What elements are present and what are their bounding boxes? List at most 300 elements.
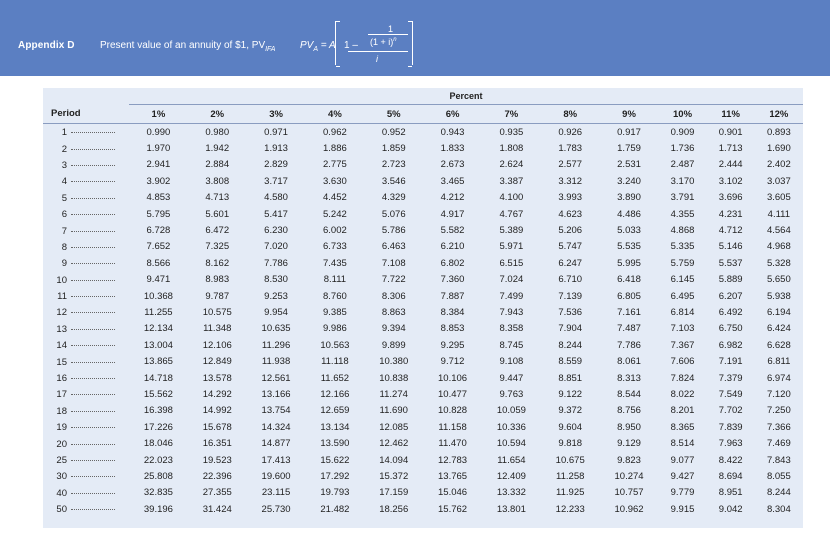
value-cell: 6.982 bbox=[718, 339, 743, 351]
table-row bbox=[43, 304, 803, 320]
value-cell: 10.477 bbox=[438, 388, 468, 400]
period-number: 5 bbox=[61, 192, 67, 204]
value-cell: 1.942 bbox=[205, 143, 230, 155]
value-cell: 7.366 bbox=[766, 421, 791, 433]
period-column-header: Period bbox=[43, 105, 129, 124]
table-row bbox=[43, 452, 803, 468]
value-cell: 9.253 bbox=[264, 290, 288, 302]
period-cell bbox=[43, 140, 129, 156]
appendix-banner bbox=[0, 0, 830, 76]
value-cell: 11.274 bbox=[379, 388, 408, 400]
period-cell bbox=[43, 485, 129, 501]
value-cell: 3.037 bbox=[766, 175, 791, 187]
table-row bbox=[43, 206, 803, 222]
value-cell: 12.659 bbox=[320, 405, 350, 417]
value-cell: 6.247 bbox=[558, 257, 583, 269]
period-number: 7 bbox=[61, 225, 67, 237]
formula-lhs-rest: = A bbox=[320, 40, 336, 51]
annuity-formula bbox=[300, 17, 430, 69]
period-cell bbox=[43, 468, 129, 484]
value-cell: 15.762 bbox=[438, 503, 468, 515]
value-cell: 15.562 bbox=[143, 388, 173, 400]
value-cell: 9.385 bbox=[323, 306, 347, 318]
value-cell: 13.166 bbox=[261, 388, 291, 400]
table-row bbox=[43, 501, 803, 517]
value-cell: 15.622 bbox=[320, 454, 350, 466]
value-cell: 0.935 bbox=[499, 126, 524, 138]
value-cell: 8.244 bbox=[766, 487, 791, 499]
leader-dots bbox=[71, 487, 115, 494]
leader-dots bbox=[71, 339, 115, 346]
value-cell: 7.139 bbox=[558, 290, 583, 302]
table-row bbox=[43, 485, 803, 501]
leader-dots bbox=[71, 470, 115, 477]
value-cell: 1.808 bbox=[499, 143, 524, 155]
period-cell bbox=[43, 419, 129, 435]
appendix-title-text: Present value of an annuity of $1, PV bbox=[100, 40, 266, 51]
value-cell: 9.122 bbox=[558, 388, 583, 400]
value-cell: 8.061 bbox=[617, 356, 641, 368]
formula-inner-fraction-bar bbox=[368, 34, 408, 35]
value-cell: 3.630 bbox=[323, 175, 347, 187]
value-cell: 2.531 bbox=[617, 159, 641, 171]
value-cell: 0.917 bbox=[617, 126, 641, 138]
value-cell: 8.358 bbox=[499, 323, 524, 335]
value-cell: 12.106 bbox=[202, 339, 232, 351]
leader-dots bbox=[71, 454, 115, 461]
table-row bbox=[43, 272, 803, 288]
period-cell bbox=[43, 337, 129, 353]
period-cell bbox=[43, 321, 129, 337]
value-cell: 17.292 bbox=[320, 470, 350, 482]
value-cell: 10.106 bbox=[438, 372, 468, 384]
value-cell: 11.690 bbox=[379, 405, 408, 417]
value-cell: 3.465 bbox=[440, 175, 465, 187]
table-row bbox=[43, 353, 803, 369]
table-row bbox=[43, 124, 803, 141]
value-cell: 5.389 bbox=[499, 225, 524, 237]
period-number: 16 bbox=[56, 373, 67, 385]
value-cell: 13.590 bbox=[320, 438, 350, 450]
value-cell: 3.808 bbox=[205, 175, 230, 187]
appendix-label: Appendix D bbox=[18, 40, 75, 51]
value-cell: 12.783 bbox=[438, 454, 468, 466]
value-cell: 9.779 bbox=[670, 487, 695, 499]
value-cell: 12.166 bbox=[320, 388, 350, 400]
period-cell bbox=[43, 173, 129, 189]
value-cell: 7.943 bbox=[499, 306, 524, 318]
value-cell: 16.351 bbox=[202, 438, 232, 450]
value-cell: 0.893 bbox=[766, 126, 791, 138]
period-number: 17 bbox=[56, 389, 67, 401]
value-cell: 7.786 bbox=[617, 339, 641, 351]
value-cell: 12.462 bbox=[379, 438, 409, 450]
value-cell: 15.372 bbox=[379, 470, 409, 482]
value-cell: 6.207 bbox=[718, 290, 743, 302]
value-cell: 6.002 bbox=[323, 225, 347, 237]
table-row bbox=[43, 190, 803, 206]
value-cell: 10.838 bbox=[379, 372, 409, 384]
value-cell: 17.413 bbox=[261, 454, 291, 466]
value-cell: 4.329 bbox=[381, 192, 406, 204]
value-cell: 9.604 bbox=[558, 421, 583, 433]
value-cell: 7.161 bbox=[617, 306, 641, 318]
value-cell: 4.564 bbox=[766, 225, 791, 237]
value-cell: 8.365 bbox=[670, 421, 695, 433]
value-cell: 8.951 bbox=[718, 487, 743, 499]
value-cell: 7.108 bbox=[381, 257, 406, 269]
value-cell: 10.380 bbox=[379, 356, 409, 368]
value-cell: 9.954 bbox=[264, 306, 288, 318]
value-cell: 8.530 bbox=[264, 274, 288, 286]
period-cell bbox=[43, 403, 129, 419]
value-cell: 8.384 bbox=[440, 306, 465, 318]
value-cell: 8.313 bbox=[617, 372, 641, 384]
value-cell: 12.409 bbox=[496, 470, 526, 482]
value-cell: 10.575 bbox=[202, 306, 232, 318]
value-cell: 9.129 bbox=[617, 438, 641, 450]
value-cell: 7.652 bbox=[146, 241, 171, 253]
table-row bbox=[43, 337, 803, 353]
value-cell: 14.094 bbox=[379, 454, 409, 466]
value-cell: 8.756 bbox=[617, 405, 641, 417]
value-cell: 7.020 bbox=[264, 241, 288, 253]
percent-header-spacer bbox=[43, 88, 129, 105]
leader-dots bbox=[71, 192, 115, 199]
value-cell: 7.549 bbox=[718, 388, 743, 400]
value-cell: 1.970 bbox=[146, 143, 171, 155]
value-cell: 17.159 bbox=[379, 487, 409, 499]
value-cell: 7.367 bbox=[670, 339, 695, 351]
value-cell: 9.427 bbox=[670, 470, 695, 482]
period-number: 18 bbox=[56, 405, 67, 417]
table-row bbox=[43, 288, 803, 304]
period-cell bbox=[43, 370, 129, 386]
value-cell: 7.103 bbox=[670, 323, 695, 335]
value-cell: 18.046 bbox=[143, 438, 173, 450]
value-cell: 8.244 bbox=[558, 339, 583, 351]
rate-column-header: 10% bbox=[658, 105, 706, 124]
value-cell: 8.863 bbox=[381, 306, 406, 318]
leader-dots bbox=[71, 421, 115, 428]
leader-dots bbox=[71, 290, 115, 297]
value-cell: 8.306 bbox=[381, 290, 406, 302]
value-cell: 11.925 bbox=[556, 487, 585, 499]
column-header-row bbox=[43, 105, 803, 124]
table-row bbox=[43, 370, 803, 386]
value-cell: 10.635 bbox=[261, 323, 291, 335]
value-cell: 10.594 bbox=[496, 438, 526, 450]
leader-dots bbox=[71, 438, 115, 445]
value-cell: 3.902 bbox=[146, 175, 171, 187]
value-cell: 2.941 bbox=[146, 159, 171, 171]
value-cell: 9.295 bbox=[440, 339, 465, 351]
value-cell: 5.889 bbox=[718, 274, 743, 286]
value-cell: 3.170 bbox=[670, 175, 695, 187]
value-cell: 1.690 bbox=[766, 143, 791, 155]
table-row bbox=[43, 255, 803, 271]
table-row bbox=[43, 239, 803, 255]
value-cell: 9.787 bbox=[205, 290, 230, 302]
value-cell: 3.696 bbox=[718, 192, 743, 204]
period-cell bbox=[43, 190, 129, 206]
period-number: 14 bbox=[56, 340, 67, 352]
formula-inner-den-text: (1 + i) bbox=[370, 37, 394, 47]
value-cell: 1.759 bbox=[617, 143, 641, 155]
value-cell: 1.913 bbox=[264, 143, 288, 155]
value-cell: 6.472 bbox=[205, 225, 230, 237]
value-cell: 19.523 bbox=[202, 454, 232, 466]
value-cell: 13.332 bbox=[496, 487, 526, 499]
table-row bbox=[43, 419, 803, 435]
value-cell: 23.115 bbox=[261, 487, 291, 499]
value-cell: 7.722 bbox=[381, 274, 406, 286]
value-cell: 22.396 bbox=[202, 470, 232, 482]
period-number: 1 bbox=[61, 127, 67, 139]
value-cell: 10.368 bbox=[143, 290, 173, 302]
period-cell bbox=[43, 157, 129, 173]
value-cell: 9.372 bbox=[558, 405, 583, 417]
period-number: 13 bbox=[56, 323, 67, 335]
value-cell: 2.402 bbox=[766, 159, 791, 171]
value-cell: 3.993 bbox=[558, 192, 583, 204]
value-cell: 8.559 bbox=[558, 356, 583, 368]
period-number: 19 bbox=[56, 422, 67, 434]
value-cell: 8.111 bbox=[323, 274, 347, 286]
value-cell: 8.983 bbox=[205, 274, 230, 286]
value-cell: 31.424 bbox=[202, 503, 232, 515]
value-cell: 0.971 bbox=[264, 126, 288, 138]
value-cell: 6.424 bbox=[766, 323, 791, 335]
value-cell: 4.580 bbox=[264, 192, 288, 204]
formula-one-minus: 1 – bbox=[344, 40, 358, 51]
value-cell: 10.757 bbox=[614, 487, 644, 499]
value-cell: 7.904 bbox=[558, 323, 583, 335]
value-cell: 11.654 bbox=[497, 454, 526, 466]
value-cell: 15.046 bbox=[438, 487, 468, 499]
period-number: 15 bbox=[56, 356, 67, 368]
value-cell: 9.763 bbox=[499, 388, 524, 400]
value-cell: 5.033 bbox=[617, 225, 641, 237]
value-cell: 2.775 bbox=[323, 159, 347, 171]
period-cell bbox=[43, 501, 129, 517]
period-cell bbox=[43, 255, 129, 271]
value-cell: 7.487 bbox=[617, 323, 641, 335]
period-cell bbox=[43, 435, 129, 451]
value-cell: 6.495 bbox=[670, 290, 695, 302]
value-cell: 1.736 bbox=[670, 143, 695, 155]
value-cell: 5.747 bbox=[558, 241, 583, 253]
value-cell: 6.750 bbox=[718, 323, 743, 335]
value-cell: 5.535 bbox=[617, 241, 641, 253]
value-cell: 7.469 bbox=[766, 438, 791, 450]
rate-column-header: 6% bbox=[423, 105, 482, 124]
formula-numerator: 1 bbox=[388, 24, 394, 34]
value-cell: 3.102 bbox=[718, 175, 743, 187]
table-row bbox=[43, 321, 803, 337]
value-cell: 8.055 bbox=[766, 470, 791, 482]
leader-dots bbox=[71, 306, 115, 313]
value-cell: 8.022 bbox=[670, 388, 695, 400]
value-cell: 32.835 bbox=[143, 487, 173, 499]
period-cell bbox=[43, 206, 129, 222]
value-cell: 9.986 bbox=[323, 323, 347, 335]
value-cell: 12.233 bbox=[555, 503, 585, 515]
value-cell: 1.859 bbox=[381, 143, 406, 155]
value-cell: 8.514 bbox=[670, 438, 695, 450]
value-cell: 11.296 bbox=[261, 339, 291, 351]
value-cell: 5.601 bbox=[205, 208, 230, 220]
formula-lhs-sub: A bbox=[313, 46, 319, 53]
rate-column-header: 11% bbox=[707, 105, 755, 124]
value-cell: 11.118 bbox=[321, 356, 349, 368]
leader-dots bbox=[71, 405, 115, 412]
value-cell: 7.843 bbox=[766, 454, 791, 466]
value-cell: 6.628 bbox=[766, 339, 791, 351]
formula-outer-denominator: i bbox=[376, 54, 378, 64]
value-cell: 10.675 bbox=[555, 454, 585, 466]
value-cell: 2.673 bbox=[440, 159, 465, 171]
value-cell: 6.210 bbox=[440, 241, 465, 253]
value-cell: 3.605 bbox=[766, 192, 791, 204]
value-cell: 0.990 bbox=[146, 126, 171, 138]
value-cell: 4.853 bbox=[146, 192, 171, 204]
value-cell: 7.379 bbox=[718, 372, 743, 384]
value-cell: 0.952 bbox=[381, 126, 406, 138]
period-number: 12 bbox=[56, 307, 67, 319]
value-cell: 9.394 bbox=[381, 323, 406, 335]
period-number: 11 bbox=[57, 291, 67, 303]
value-cell: 5.206 bbox=[558, 225, 583, 237]
formula-outer-fraction-bar bbox=[348, 51, 408, 52]
value-cell: 7.702 bbox=[718, 405, 743, 417]
value-cell: 2.577 bbox=[558, 159, 583, 171]
value-cell: 6.974 bbox=[766, 372, 791, 384]
value-cell: 5.995 bbox=[617, 257, 641, 269]
value-cell: 1.713 bbox=[718, 143, 743, 155]
value-cell: 7.325 bbox=[205, 241, 230, 253]
value-cell: 6.492 bbox=[718, 306, 743, 318]
period-number: 25 bbox=[56, 455, 67, 466]
annuity-table-panel bbox=[43, 88, 803, 528]
formula-inner-denominator bbox=[370, 37, 397, 47]
value-cell: 13.134 bbox=[320, 421, 350, 433]
leader-dots bbox=[71, 503, 115, 510]
value-cell: 7.499 bbox=[499, 290, 524, 302]
value-cell: 12.134 bbox=[143, 323, 173, 335]
value-cell: 8.745 bbox=[499, 339, 524, 351]
value-cell: 11.255 bbox=[144, 306, 173, 318]
value-cell: 7.887 bbox=[440, 290, 465, 302]
value-cell: 19.793 bbox=[320, 487, 350, 499]
value-cell: 11.158 bbox=[438, 421, 467, 433]
table-row bbox=[43, 403, 803, 419]
value-cell: 5.537 bbox=[718, 257, 743, 269]
value-cell: 25.808 bbox=[143, 470, 173, 482]
formula-bracket bbox=[335, 21, 413, 65]
value-cell: 14.992 bbox=[202, 405, 232, 417]
value-cell: 27.355 bbox=[202, 487, 232, 499]
leader-dots bbox=[71, 225, 115, 232]
value-cell: 21.482 bbox=[320, 503, 350, 515]
value-cell: 8.853 bbox=[440, 323, 465, 335]
value-cell: 10.336 bbox=[496, 421, 526, 433]
formula-lhs bbox=[300, 40, 336, 53]
value-cell: 12.849 bbox=[202, 356, 232, 368]
value-cell: 7.360 bbox=[440, 274, 465, 286]
value-cell: 11.348 bbox=[203, 323, 232, 335]
value-cell: 6.145 bbox=[670, 274, 695, 286]
value-cell: 4.212 bbox=[440, 192, 465, 204]
value-cell: 5.417 bbox=[264, 208, 288, 220]
value-cell: 14.292 bbox=[202, 388, 232, 400]
value-cell: 13.754 bbox=[261, 405, 291, 417]
period-number: 9 bbox=[61, 258, 67, 270]
value-cell: 5.146 bbox=[718, 241, 743, 253]
period-cell bbox=[43, 222, 129, 238]
value-cell: 3.546 bbox=[381, 175, 406, 187]
value-cell: 4.968 bbox=[766, 241, 791, 253]
value-cell: 7.024 bbox=[499, 274, 524, 286]
period-number: 2 bbox=[61, 143, 67, 155]
value-cell: 6.418 bbox=[617, 274, 641, 286]
percent-header-row bbox=[43, 88, 803, 105]
value-cell: 0.926 bbox=[558, 126, 583, 138]
formula-exponent: n bbox=[393, 37, 397, 43]
leader-dots bbox=[71, 143, 115, 150]
value-cell: 8.544 bbox=[617, 388, 641, 400]
appendix-title bbox=[100, 40, 275, 53]
table-row bbox=[43, 435, 803, 451]
value-cell: 9.899 bbox=[381, 339, 406, 351]
table-row bbox=[43, 222, 803, 238]
value-cell: 5.786 bbox=[381, 225, 406, 237]
value-cell: 11.938 bbox=[261, 356, 291, 368]
value-cell: 6.515 bbox=[499, 257, 524, 269]
value-cell: 2.444 bbox=[718, 159, 743, 171]
value-cell: 14.718 bbox=[143, 372, 173, 384]
period-cell bbox=[43, 304, 129, 320]
leader-dots bbox=[71, 159, 115, 166]
value-cell: 5.328 bbox=[766, 257, 791, 269]
value-cell: 3.240 bbox=[617, 175, 641, 187]
value-cell: 6.728 bbox=[146, 225, 171, 237]
value-cell: 5.759 bbox=[670, 257, 695, 269]
value-cell: 3.387 bbox=[499, 175, 524, 187]
period-number: 8 bbox=[61, 241, 67, 253]
value-cell: 2.829 bbox=[264, 159, 288, 171]
value-cell: 10.962 bbox=[614, 503, 644, 515]
value-cell: 4.767 bbox=[499, 208, 524, 220]
value-cell: 3.890 bbox=[617, 192, 641, 204]
rate-column-header: 7% bbox=[482, 105, 541, 124]
value-cell: 4.868 bbox=[670, 225, 695, 237]
value-cell: 1.886 bbox=[323, 143, 347, 155]
table-row bbox=[43, 140, 803, 156]
value-cell: 12.561 bbox=[261, 372, 291, 384]
period-number: 4 bbox=[61, 176, 67, 188]
value-cell: 11.652 bbox=[320, 372, 350, 384]
value-cell: 4.100 bbox=[499, 192, 524, 204]
value-cell: 5.076 bbox=[381, 208, 406, 220]
period-cell bbox=[43, 272, 129, 288]
value-cell: 8.694 bbox=[718, 470, 743, 482]
value-cell: 10.274 bbox=[614, 470, 644, 482]
table-row bbox=[43, 157, 803, 173]
value-cell: 4.713 bbox=[205, 192, 230, 204]
value-cell: 3.717 bbox=[264, 175, 288, 187]
rate-column-header: 2% bbox=[188, 105, 247, 124]
